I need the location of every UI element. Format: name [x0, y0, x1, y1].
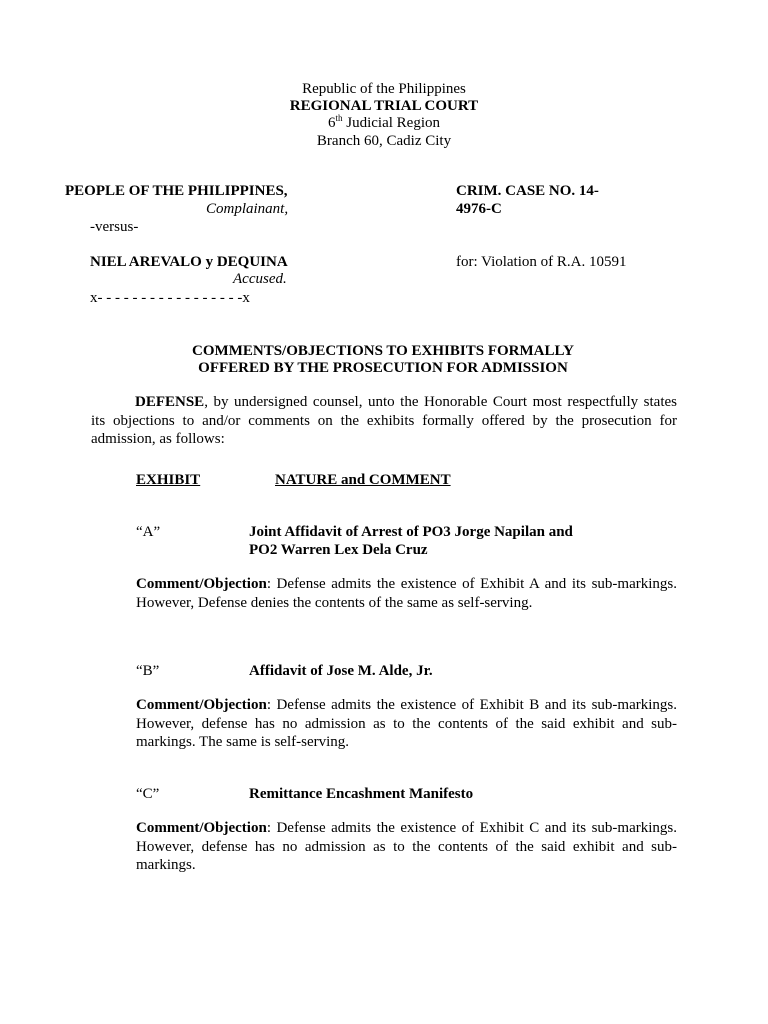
exhibit-b-title: Affidavit of Jose M. Alde, Jr. — [249, 663, 433, 679]
region-ordinal: th — [335, 113, 343, 123]
versus-label: -versus- — [90, 219, 139, 235]
intro-text: , by undersigned counsel, unto the Honorable Court most respectfully states its objections to and/or comments on the exhibits formally offered by the prosecution for admission, as follows: — [91, 394, 677, 447]
judicial-region — [0, 114, 768, 132]
case-number-line1: CRIM. CASE NO. 14- — [456, 183, 599, 199]
nature-column-header: NATURE and COMMENT — [275, 472, 451, 488]
exhibit-b-comment-label: Comment/Objection — [136, 697, 267, 713]
violation-label: for: Violation of R.A. 10591 — [456, 254, 627, 270]
intro-paragraph — [91, 393, 677, 449]
exhibit-b-comment — [136, 696, 677, 752]
branch-location: Branch 60, Cadiz City — [316, 133, 452, 149]
exhibit-c-title: Remittance Encashment Manifesto — [249, 786, 474, 802]
caption-separator: x- - - - - - - - - - - - - - - - -x — [90, 290, 250, 306]
plaintiff-role: Complainant, — [206, 201, 289, 217]
accused-role: Accused. — [233, 271, 287, 287]
exhibit-c-comment — [136, 819, 677, 875]
exhibit-a-comment-text: : Defense admits the existence of Exhibit A and its sub-markings. However, Defense denies the contents of the same as self-serving. — [136, 576, 677, 611]
exhibit-a-title-line1: Joint Affidavit of Arrest of PO3 Jorge Napilan and — [249, 524, 573, 540]
accused-name: NIEL AREVALO y DEQUINA — [90, 254, 288, 270]
exhibit-b-comment-text: : Defense admits the existence of Exhibit B and its sub-markings. However, defense has no admission as to the contents of the said exhibit and sub-markings. The same is self-serving. — [136, 697, 677, 750]
intro-lead: DEFENSE — [135, 394, 205, 410]
republic-heading: Republic of the Philippines — [302, 81, 466, 97]
exhibit-c-comment-text: : Defense admits the existence of Exhibit C and its sub-markings. However, defense has no admission as to the contents of the said exhibit and sub-markings. — [136, 820, 677, 873]
exhibit-c-mark: “C” — [136, 786, 160, 802]
region-label: Judicial Region — [342, 115, 440, 131]
exhibit-a-comment — [136, 575, 677, 612]
exhibit-b-mark: “B” — [136, 663, 160, 679]
document-title-line1: COMMENTS/OBJECTIONS TO EXHIBITS FORMALLY — [192, 343, 574, 359]
exhibit-c-comment-label: Comment/Objection — [136, 820, 267, 836]
exhibit-a-title-line2: PO2 Warren Lex Dela Cruz — [249, 542, 428, 558]
court-name: REGIONAL TRIAL COURT — [289, 98, 479, 114]
exhibit-column-header: EXHIBIT — [136, 472, 201, 488]
exhibit-a-comment-label: Comment/Objection — [136, 576, 267, 592]
case-number-line2: 4976-C — [456, 201, 502, 217]
region-number: 6 — [327, 115, 336, 131]
document-title-line2: OFFERED BY THE PROSECUTION FOR ADMISSION — [198, 360, 568, 376]
plaintiff-name: PEOPLE OF THE PHILIPPINES, — [65, 183, 288, 199]
exhibit-a-mark: “A” — [136, 524, 161, 540]
